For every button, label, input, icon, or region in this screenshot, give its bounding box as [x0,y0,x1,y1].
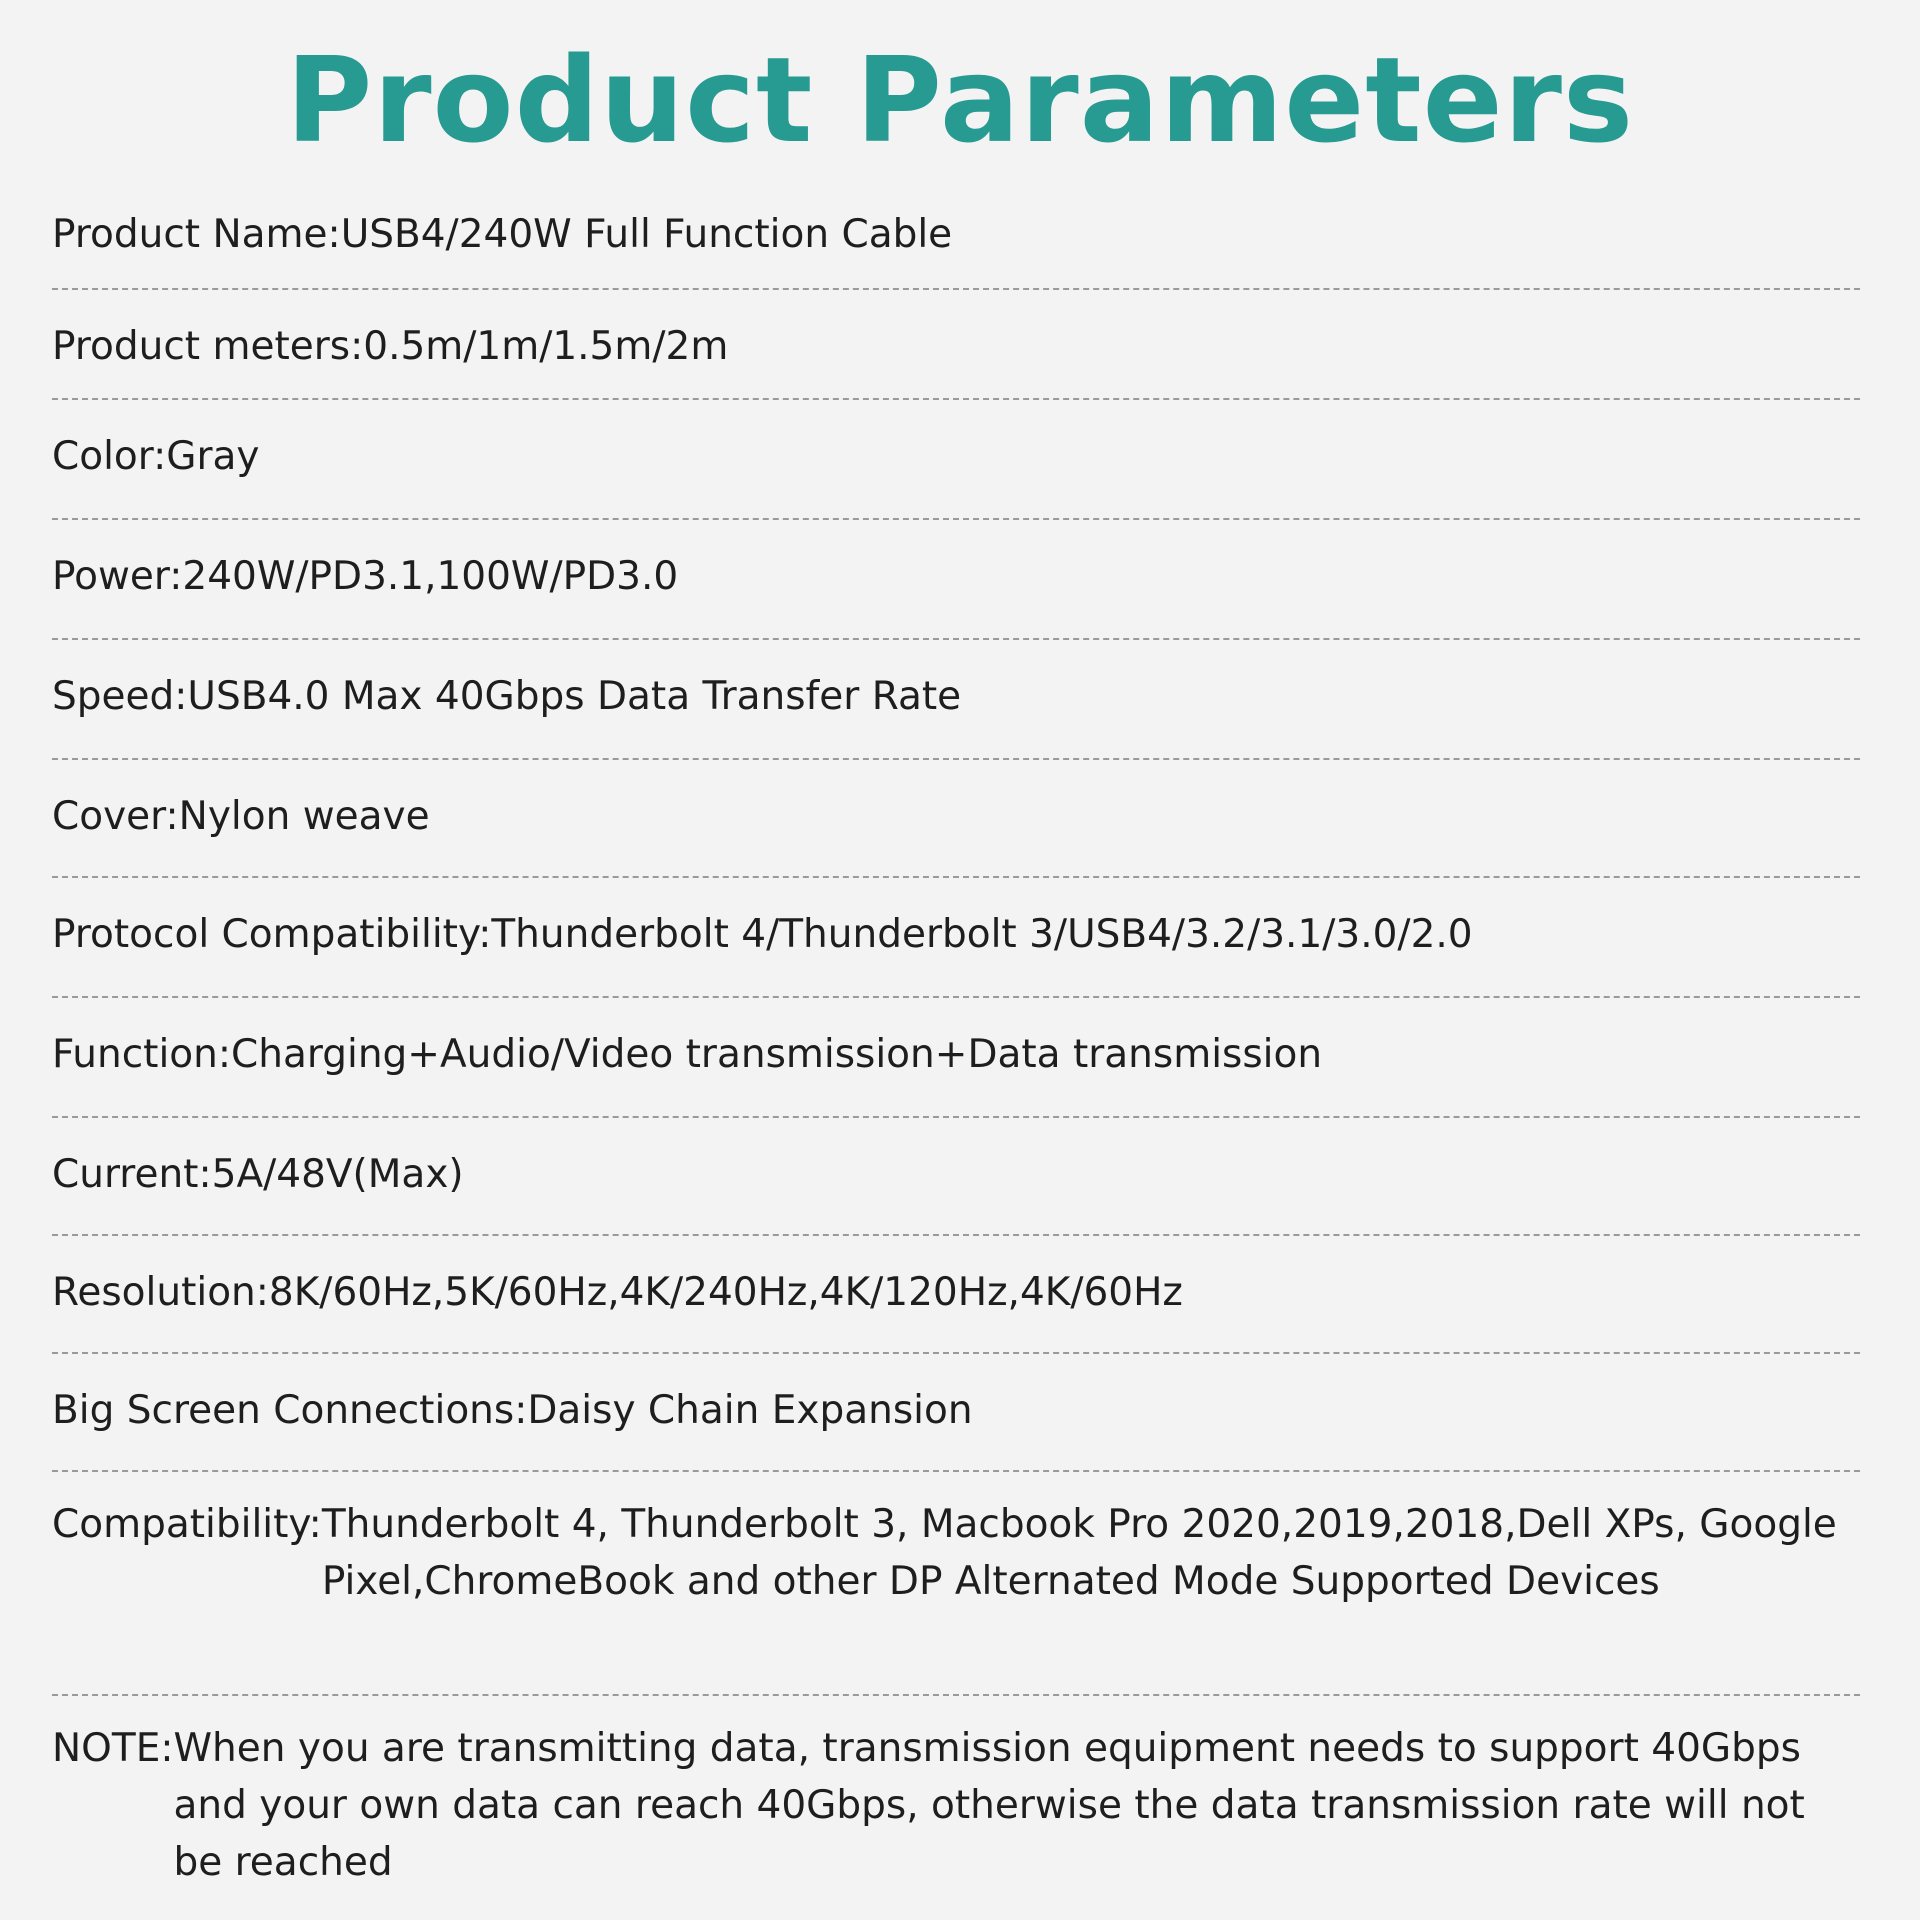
param-value: USB4.0 Max 40Gbps Data Transfer Rate [187,674,962,719]
param-compatibility [52,1472,1860,1694]
param-value: 0.5m/1m/1.5m/2m [363,324,729,369]
param-value: Nylon weave [178,794,430,839]
param-label: Product Name: [52,212,341,257]
param-function [52,998,1860,1116]
param-big-screen-connections [52,1354,1860,1470]
param-label: Big Screen Connections: [52,1388,528,1433]
param-speed [52,640,1860,758]
param-label: Speed: [52,674,188,719]
param-value: Thunderbolt 4, Thunderbolt 3, Macbook Pro 2020,2019,2018,Dell XPs, Google Pixel,ChromeBook and other DP Alternated Mode Supported Devices [321,1502,1837,1604]
param-label: Power: [52,554,183,599]
param-product-name [52,198,1860,288]
param-product-meters [52,290,1860,398]
param-value: 5A/48V(Max) [211,1152,464,1197]
param-label: Compatibility: [52,1502,322,1547]
param-value: 8K/60Hz,5K/60Hz,4K/240Hz,4K/120Hz,4K/60Hz [268,1270,1183,1315]
param-value: Charging+Audio/Video transmission+Data transmission [231,1032,1323,1077]
param-value: USB4/240W Full Function Cable [340,212,953,257]
param-label: Cover: [52,794,179,839]
param-cover [52,760,1860,876]
param-power [52,520,1860,638]
param-label: Function: [52,1032,232,1077]
param-current [52,1118,1860,1234]
param-label: Color: [52,434,167,479]
param-value: 240W/PD3.1,100W/PD3.0 [182,554,679,599]
param-label: Protocol Compatibility: [52,912,492,957]
param-label: Resolution: [52,1270,269,1315]
parameter-list [52,198,1860,1916]
param-label: NOTE: [52,1726,174,1771]
param-value: Thunderbolt 4/Thunderbolt 3/USB4/3.2/3.1/3.0/2.0 [491,912,1473,957]
param-label: Current: [52,1152,212,1197]
param-value: Gray [166,434,260,479]
param-color [52,400,1860,518]
param-value: Daisy Chain Expansion [527,1388,973,1433]
param-label: Product meters: [52,324,364,369]
param-resolution [52,1236,1860,1352]
param-value: When you are transmitting data, transmission equipment needs to support 40Gbps and your own data can reach 40Gbps, otherwise the data transmission rate will not be reached [173,1726,1805,1885]
param-note [52,1696,1860,1916]
param-protocol-compatibility [52,878,1860,996]
page-title: Product Parameters [285,31,1635,169]
